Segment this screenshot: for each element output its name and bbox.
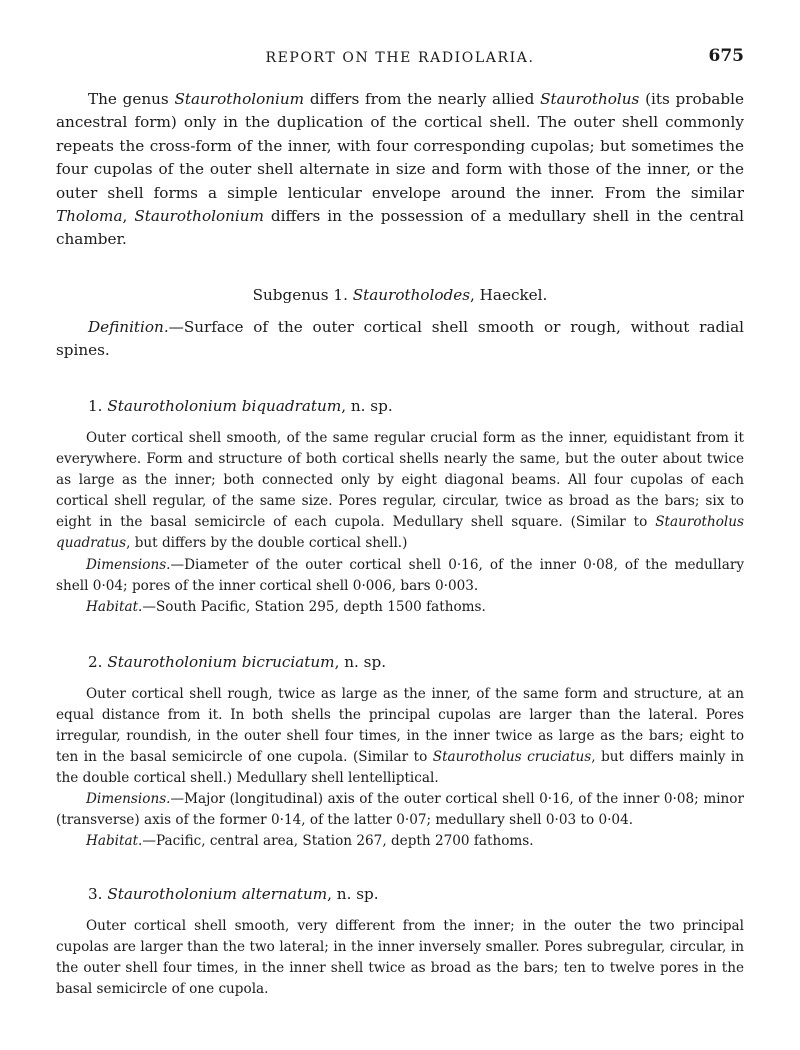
species-reference: Staurotholus cruciatus — [432, 749, 592, 765]
subgenus-name: Staurotholodes — [352, 286, 471, 304]
genus-name: Tholoma — [56, 207, 123, 226]
species-suffix: , n. sp. — [327, 885, 379, 903]
species-number: 2. — [88, 653, 108, 671]
definition-label: Definition. — [88, 318, 169, 336]
dimensions-label: Dimensions. — [86, 791, 171, 807]
species-reference: Staurotholus quadratus — [56, 514, 744, 551]
habitat-text: —Pacific, central area, Station 267, depth 2700 fathoms. — [142, 833, 534, 849]
subgenus-heading — [0, 286, 800, 304]
running-title: REPORT ON THE RADIOLARIA. — [265, 50, 535, 66]
species-dimensions — [56, 789, 744, 831]
dimensions-text: —Diameter of the outer cortical shell 0·16, of the inner 0·08, of the medullary shell 0·04; pores of the inner cortical shell 0·006, bars 0·003. — [56, 557, 744, 594]
habitat-label: Habitat. — [86, 599, 143, 615]
definition-text: —Surface of the outer cortical shell smooth or rough, without radial spines. — [56, 318, 744, 360]
intro-text-1: The genus — [88, 90, 175, 108]
species-name: Staurotholonium biquadratum — [107, 397, 342, 415]
habitat-text: —South Pacific, Station 295, depth 1500 fathoms. — [142, 599, 486, 615]
species-heading — [88, 397, 393, 415]
intro-text-4: , — [122, 207, 135, 226]
species-suffix: , n. sp. — [341, 397, 393, 415]
dimensions-text: —Major (longitudinal) axis of the outer cortical shell 0·16, of the inner 0·08; minor (transverse) axis of the former 0·14, of the latter 0·07; medullary shell 0·03 to 0·04. — [56, 791, 744, 828]
description-text: Outer cortical shell smooth, of the same regular crucial form as the inner, equidistant from it everywhere. Form and structure of both cortical shells nearly the same, but the outer about twice as large as the inner; both connected only by eight diagonal beams. All four cupolas of each cortical shell regular, of the same size. Pores regular, circular, twice as broad as the bars; six to eight in the basal semicircle of each cupola. Medullary shell square. (Similar to — [56, 430, 744, 530]
species-description — [56, 916, 744, 1000]
species-habitat — [56, 831, 744, 852]
subgenus-prefix: Subgenus 1. — [252, 286, 353, 304]
description-text: , but differs by the double cortical shell.) — [126, 535, 408, 551]
genus-name: Staurotholonium — [174, 90, 305, 108]
species-description — [56, 428, 744, 554]
intro-paragraph — [56, 88, 744, 252]
genus-name: Staurotholus — [540, 90, 640, 108]
habitat-label: Habitat. — [86, 833, 143, 849]
subgenus-author: , Haeckel. — [470, 286, 548, 304]
description-text: Outer cortical shell rough, twice as large as the inner, of the same form and structure, at an equal distance from it. In both shells the principal cupolas are larger than the lateral. Pores irregular, roundish, in the outer shell four times, in the inner twice as large as the bars; eight to ten in the basal semicircle of one cupola. (Similar to — [56, 686, 744, 765]
species-dimensions — [56, 555, 744, 597]
definition-paragraph — [56, 316, 744, 363]
species-description — [56, 684, 744, 789]
genus-name: Staurotholonium — [134, 207, 264, 226]
page-number: 675 — [708, 46, 744, 66]
intro-text-3: (its probable ancestral form) only in the duplication of the cortical shell. The outer shell commonly repeats the cross-form of the inner, with four corresponding cupolas; but sometimes the four cupolas of the outer shell alternate in size and form with those of the inner, or the outer shell forms a simple lenticular envelope around the inner. From the similar — [56, 90, 744, 202]
species-number: 3. — [88, 885, 108, 903]
intro-text-5: differs in the possession of a medullary shell in the central chamber. — [56, 207, 744, 249]
species-name: Staurotholonium alternatum — [107, 885, 328, 903]
description-text: Outer cortical shell smooth, very different from the inner; in the outer the two principal cupolas are larger than the two lateral; in the inner inversely smaller. Pores subregular, circular, in the outer shell four times, in the inner shell twice as broad as the bars; ten to twelve pores in the basal semicircle of one cupola. — [56, 918, 744, 997]
species-name: Staurotholonium bicruciatum — [107, 653, 335, 671]
running-head — [56, 44, 744, 70]
species-habitat — [56, 597, 744, 618]
species-number: 1. — [88, 397, 108, 415]
species-heading — [88, 885, 379, 903]
species-suffix: , n. sp. — [334, 653, 387, 671]
dimensions-label: Dimensions. — [86, 557, 171, 573]
intro-text-2: differs from the nearly allied — [304, 90, 541, 108]
description-text: , but differs mainly in the double cortical shell.) Medullary shell lentelliptical. — [56, 749, 744, 786]
species-heading — [88, 653, 386, 671]
